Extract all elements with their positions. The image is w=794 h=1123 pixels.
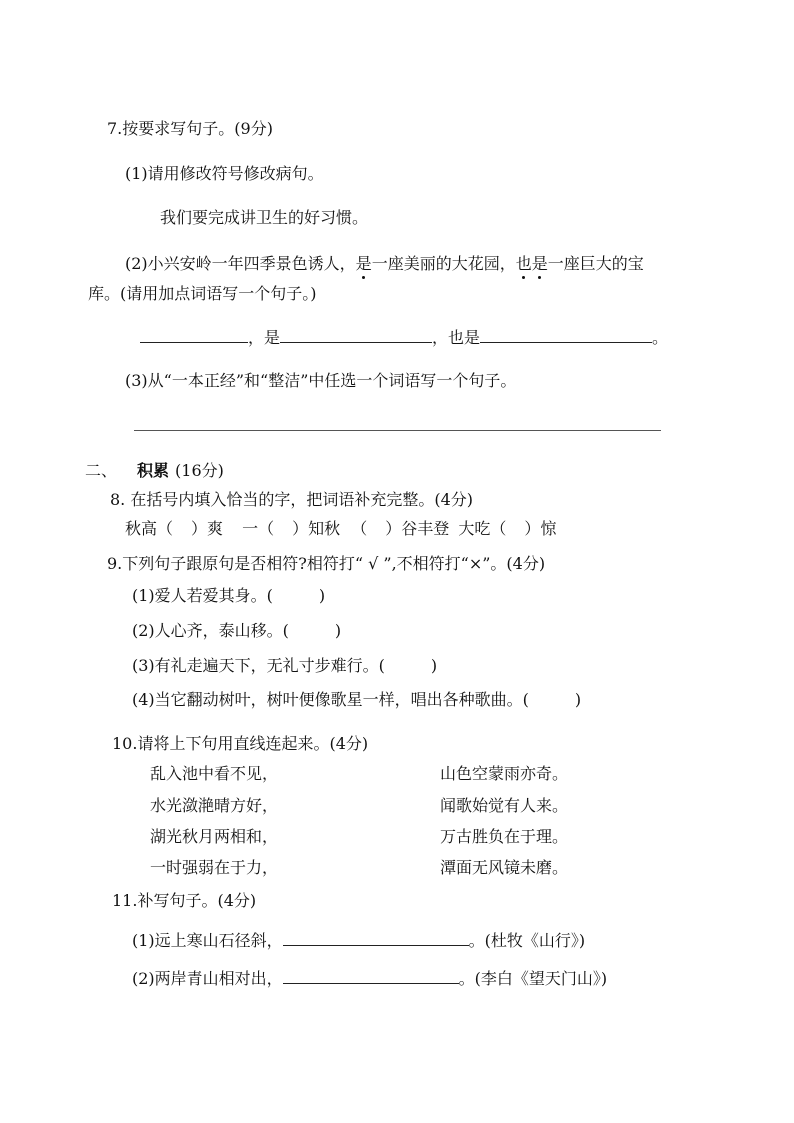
q7-blank-2[interactable]	[280, 326, 432, 343]
q9-item-3: (3)有礼走遍天下，无礼寸步难行。( )	[132, 656, 438, 675]
section2-number: 二、	[85, 461, 118, 480]
q8-item-4: 大吃（ ）惊	[458, 519, 557, 538]
q11-title: 11.补写句子。(4分)	[112, 891, 257, 910]
q7-part2-text-b: 一座美丽的大花园，	[371, 254, 516, 273]
q7-part1-sentence: 我们要完成讲卫生的好习惯。	[160, 208, 369, 227]
q7-fill-yeshi: ，也是	[432, 328, 481, 347]
q7-part2-text-a: (2)小兴安岭一年四季景色诱人，	[125, 254, 356, 273]
q9-item-2: (2)人心齐，泰山移。( )	[132, 621, 342, 640]
q10-title: 10.请将上下句用直线连起来。(4分)	[112, 734, 369, 753]
q7-blank-1[interactable]	[140, 326, 248, 343]
q11-item-2: (2)两岸青山相对出， 。(李白《望天门山》)	[132, 969, 608, 988]
section2-title: 积累	[137, 461, 170, 480]
q7-blank-3[interactable]	[480, 326, 652, 343]
q10-left-3[interactable]: 湖光秋月两相和，	[150, 827, 279, 846]
section2-heading	[85, 460, 224, 482]
q8-item-3: （ ）谷丰登	[351, 519, 450, 538]
q8-title: 8. 在括号内填入恰当的字，把词语补充完整。(4分)	[110, 490, 474, 509]
q7-part1-prompt: (1)请用修改符号修改病句。	[125, 164, 324, 183]
q10-left-1[interactable]: 乱入池中看不见，	[150, 764, 279, 783]
q11-blank-2[interactable]	[283, 967, 459, 984]
q9-item-4: (4)当它翻动树叶，树叶便像歌星一样，唱出各种歌曲。( )	[132, 690, 582, 709]
q7-dotted-word-shi2: 是	[531, 254, 548, 273]
q7-part2-prompt	[125, 253, 644, 275]
q7-answer-line[interactable]	[134, 430, 661, 431]
section2-score: (16分)	[175, 461, 224, 480]
q7-title: 7.按要求写句子。(9分)	[107, 119, 273, 138]
q7-part3-prompt: (3)从“一本正经”和“整洁”中任选一个词语写一个句子。	[125, 371, 517, 390]
q10-right-2[interactable]: 闻歌始觉有人来。	[440, 796, 569, 815]
q10-left-4[interactable]: 一时强弱在于力，	[150, 858, 279, 877]
q9-item-1: (1)爱人若爱其身。( )	[132, 586, 326, 605]
q10-right-4[interactable]: 潭面无风镜未磨。	[440, 858, 569, 877]
q9-title: 9.下列句子跟原句是否相符?相符打“ √ ”,不相符打“×”。(4分)	[107, 554, 546, 573]
q7-part2-fill-line	[140, 326, 668, 349]
q10-left-2[interactable]: 水光潋滟晴方好，	[150, 796, 279, 815]
q7-part2-text-c: 一座巨大的宝	[547, 254, 644, 273]
q8-item-1: 秋高（ ）爽	[125, 519, 224, 538]
q8-item-2: 一（ ）知秋	[242, 519, 341, 538]
q7-part2-prompt-cont: 库。(请用加点词语写一个句子。)	[88, 284, 317, 303]
q11-blank-1[interactable]	[283, 929, 469, 946]
q8-idiom-row	[125, 518, 556, 540]
q7-dotted-word-shi: 是	[355, 254, 372, 273]
q7-fill-shi: ，是	[248, 328, 281, 347]
q10-right-1[interactable]: 山色空蒙雨亦奇。	[440, 764, 569, 783]
q11-item-1: (1)远上寒山石径斜， 。(杜牧《山行》)	[132, 931, 586, 950]
q7-fill-end: 。	[652, 328, 669, 347]
q7-dotted-word-ye: 也	[515, 254, 532, 273]
q10-right-3[interactable]: 万古胜负在于理。	[440, 827, 569, 846]
